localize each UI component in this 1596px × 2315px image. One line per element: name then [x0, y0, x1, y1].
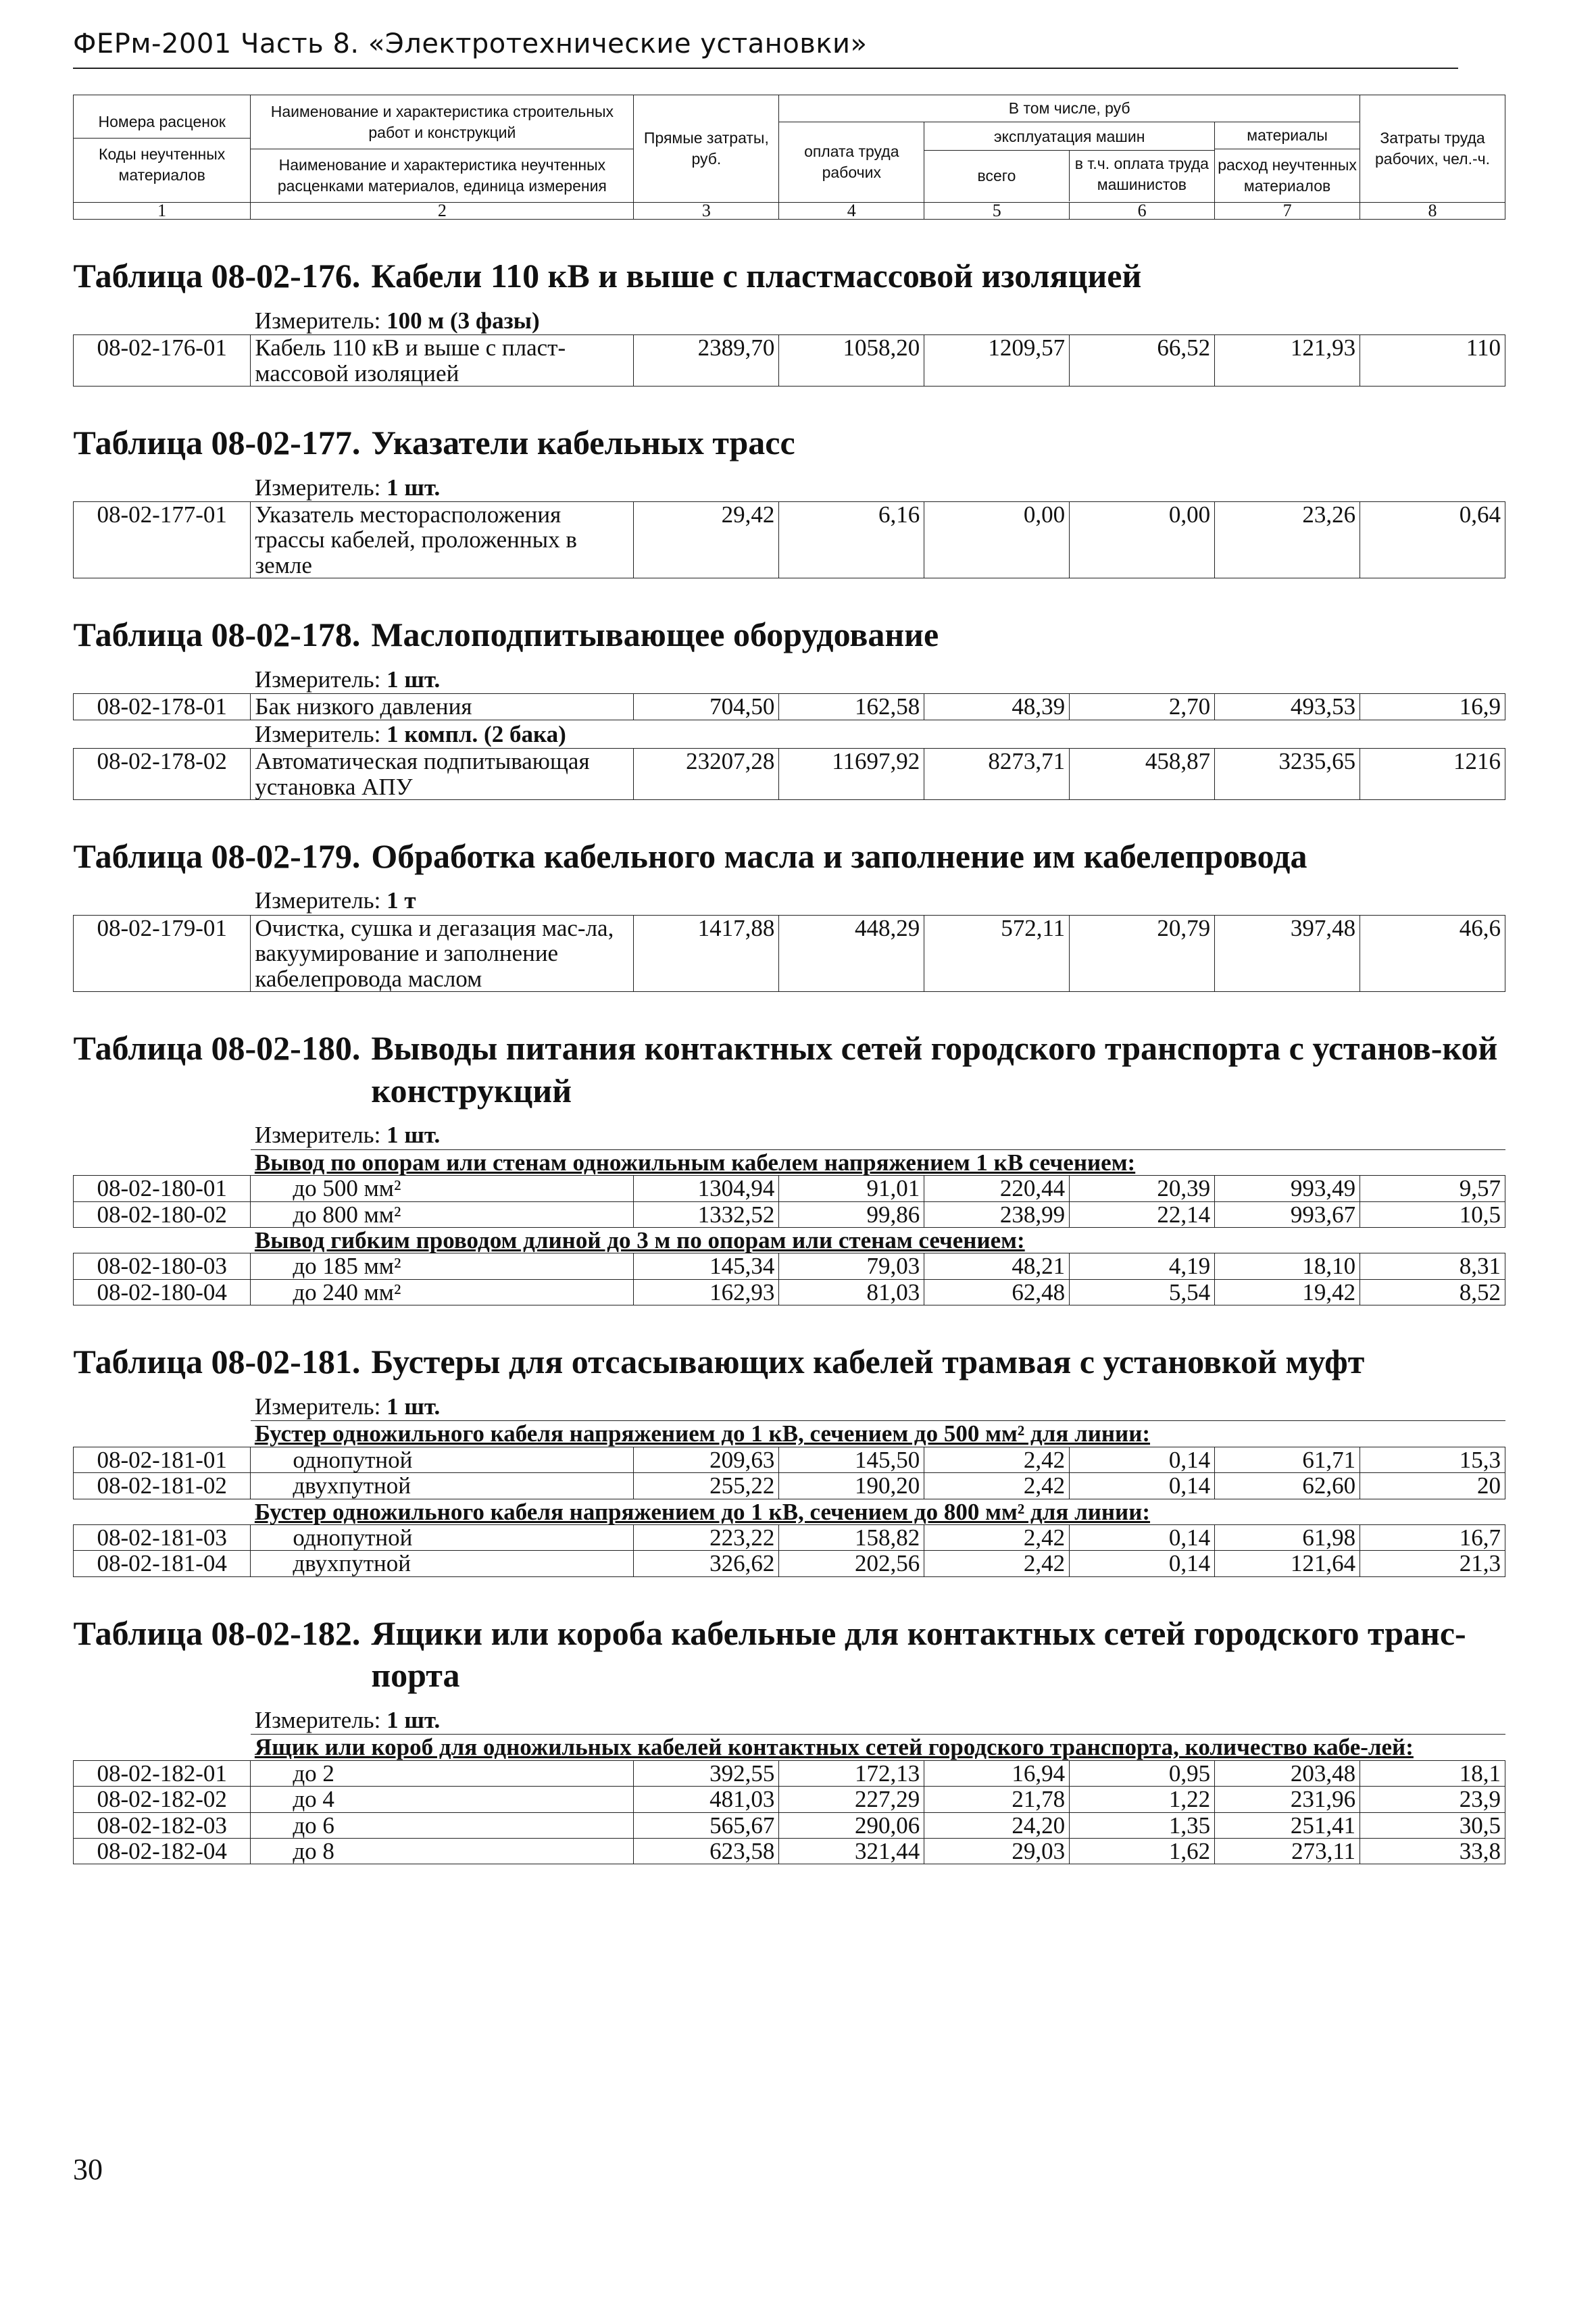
rate-name: до 4: [251, 1787, 634, 1812]
table-row: [74, 1473, 1505, 1499]
table-number: Таблица 08-02-181.: [73, 1343, 361, 1381]
rate-code: 08-02-180-04: [74, 1279, 251, 1305]
labor-hours: 16,9: [1360, 694, 1505, 720]
subheader-cell: [251, 1421, 1505, 1447]
measure-row: [74, 666, 1505, 694]
labor-cost: 91,01: [779, 1176, 924, 1201]
subheader-cell: [251, 1499, 1505, 1524]
table-title-cell: [74, 992, 1505, 1122]
col8-header: Затраты труда рабочих, чел.-ч.: [1360, 95, 1505, 203]
materials-cost: 203,48: [1215, 1760, 1360, 1786]
labor-cost: 79,03: [779, 1253, 924, 1279]
table-title: [74, 614, 1501, 656]
table-number: Таблица 08-02-178.: [73, 616, 361, 654]
labor-hours: 9,57: [1360, 1176, 1505, 1201]
direct-cost: 1417,88: [634, 915, 779, 991]
subheader-spacer: [74, 1227, 251, 1253]
measure-label: Измеритель:: [254, 307, 381, 334]
rates-table-body: [74, 95, 1505, 1864]
operators-labor: 20,39: [1070, 1176, 1215, 1201]
table-title: [74, 1027, 1501, 1112]
table-row: [74, 915, 1505, 991]
rate-name: Указатель месторасположения трассы кабелей, проложенных в земле: [251, 501, 634, 578]
table-row: [74, 1176, 1505, 1201]
measure-spacer: [74, 1393, 251, 1421]
measure-row: [74, 1121, 1505, 1149]
labor-hours: 46,6: [1360, 915, 1505, 991]
labor-hours: 8,31: [1360, 1253, 1505, 1279]
operators-labor: 0,14: [1070, 1551, 1215, 1576]
rate-name: до 8: [251, 1839, 634, 1864]
materials-cost: 3235,65: [1215, 749, 1360, 800]
measure-spacer: [74, 474, 251, 502]
materials-cost: 121,93: [1215, 335, 1360, 387]
rate-code: 08-02-181-01: [74, 1447, 251, 1472]
rate-name: двухпутной: [251, 1551, 634, 1576]
labor-hours: 16,7: [1360, 1524, 1505, 1550]
measure-spacer: [74, 1706, 251, 1735]
operators-labor: 1,62: [1070, 1839, 1215, 1864]
measure-label: Измеритель:: [254, 474, 381, 501]
table-number: Таблица 08-02-177.: [73, 424, 361, 462]
machines-total: 24,20: [924, 1812, 1070, 1838]
labor-hours: 18,1: [1360, 1760, 1505, 1786]
page-number: 30: [73, 2153, 103, 2186]
labor-cost: 81,03: [779, 1279, 924, 1305]
machines-total: 2,42: [924, 1473, 1070, 1499]
col-number: 3: [634, 203, 779, 220]
rate-code: 08-02-178-02: [74, 749, 251, 800]
materials-cost: 993,49: [1215, 1176, 1360, 1201]
col-number: 1: [74, 203, 251, 220]
subheader-text: Вывод гибким проводом длиной до 3 м по опорам или стенам сечением:: [254, 1226, 1025, 1253]
table-number: Таблица 08-02-176.: [73, 257, 361, 295]
measure-label: Измеритель:: [254, 887, 381, 914]
measure-value: 1 шт.: [386, 1706, 441, 1733]
measure-cell: [251, 307, 1505, 335]
operators-labor: 1,22: [1070, 1787, 1215, 1812]
materials-cost: 62,60: [1215, 1473, 1360, 1499]
direct-cost: 29,42: [634, 501, 779, 578]
labor-cost: 1058,20: [779, 335, 924, 387]
materials-cost: 61,98: [1215, 1524, 1360, 1550]
table-title: [74, 835, 1501, 878]
measure-row: [74, 887, 1505, 915]
labor-cost: 448,29: [779, 915, 924, 991]
machines-total: 238,99: [924, 1201, 1070, 1227]
labor-cost: 202,56: [779, 1551, 924, 1576]
col-number: 7: [1215, 203, 1360, 220]
direct-cost: 2389,70: [634, 335, 779, 387]
rate-code: 08-02-182-01: [74, 1760, 251, 1786]
subheader-row: [74, 1499, 1505, 1524]
rate-code: 08-02-180-03: [74, 1253, 251, 1279]
rate-code: 08-02-180-01: [74, 1176, 251, 1201]
direct-cost: 392,55: [634, 1760, 779, 1786]
labor-cost: 99,86: [779, 1201, 924, 1227]
labor-hours: 23,9: [1360, 1787, 1505, 1812]
measure-row: [74, 474, 1505, 502]
labor-hours: 0,64: [1360, 501, 1505, 578]
labor-hours: 110: [1360, 335, 1505, 387]
subheader-row: [74, 1735, 1505, 1760]
col7-header: расход неучтенных материалов: [1218, 156, 1357, 195]
operators-labor: 4,19: [1070, 1253, 1215, 1279]
rate-code: 08-02-178-01: [74, 694, 251, 720]
machines-header: [924, 122, 1215, 203]
table-title-text: Выводы питания контактных сетей городского транспорта с установ-кой конструкций: [371, 1029, 1498, 1110]
table-row: [74, 335, 1505, 387]
materials-header: [1215, 122, 1360, 203]
subheader-text: Вывод по опорам или стенам одножильным кабелем напряжением 1 кВ сечением:: [254, 1149, 1136, 1176]
rate-name: однопутной: [251, 1524, 634, 1550]
direct-cost: 255,22: [634, 1473, 779, 1499]
direct-cost: 1332,52: [634, 1201, 779, 1227]
rate-name: Бак низкого давления: [251, 694, 634, 720]
col1-header-bottom: Коды неучтенных материалов: [99, 145, 226, 184]
rate-name: до 6: [251, 1812, 634, 1838]
col-number: 6: [1070, 203, 1215, 220]
rate-code: 08-02-180-02: [74, 1201, 251, 1227]
labor-hours: 10,5: [1360, 1201, 1505, 1227]
table-row: [74, 749, 1505, 800]
table-row: [74, 1551, 1505, 1576]
machines-total: 62,48: [924, 1279, 1070, 1305]
table-title-cell: [74, 1576, 1505, 1706]
included-header: В том числе, руб: [779, 95, 1360, 122]
table-row: [74, 1447, 1505, 1472]
rate-code: 08-02-177-01: [74, 501, 251, 578]
col-number: 2: [251, 203, 634, 220]
measure-row: [74, 1393, 1505, 1421]
table-title-text: Ящики или короба кабельные для контактных сетей городского транс-порта: [371, 1614, 1466, 1695]
table-title-row: [74, 1576, 1505, 1706]
direct-cost: 623,58: [634, 1839, 779, 1864]
subheader-spacer: [74, 1735, 251, 1760]
direct-cost: 209,63: [634, 1447, 779, 1472]
labor-cost: 11697,92: [779, 749, 924, 800]
table-title-row: [74, 387, 1505, 474]
measure-spacer: [74, 1121, 251, 1149]
col-number: 5: [924, 203, 1070, 220]
labor-hours: 30,5: [1360, 1812, 1505, 1838]
table-row: [74, 1812, 1505, 1838]
table-row: [74, 501, 1505, 578]
direct-cost: 326,62: [634, 1551, 779, 1576]
subheader-spacer: [74, 1149, 251, 1175]
rate-name: двухпутной: [251, 1473, 634, 1499]
table-title-row: [74, 1305, 1505, 1393]
col2-header-bottom: Наименование и характеристика неучтенных расценками материалов, единица измерения: [277, 155, 607, 195]
measure-value: 1 шт.: [386, 666, 441, 693]
table-title-cell: [74, 220, 1505, 307]
direct-cost: 223,22: [634, 1524, 779, 1550]
table-row: [74, 1839, 1505, 1864]
measure-value: 100 м (3 фазы): [386, 307, 540, 334]
subheader-row: [74, 1421, 1505, 1447]
table-title: [74, 1341, 1501, 1383]
labor-hours: 15,3: [1360, 1447, 1505, 1472]
machines-total: 572,11: [924, 915, 1070, 991]
machines-total: 1209,57: [924, 335, 1070, 387]
operators-labor: 1,35: [1070, 1812, 1215, 1838]
direct-cost: 704,50: [634, 694, 779, 720]
materials-cost: 993,67: [1215, 1201, 1360, 1227]
machines-total: 29,03: [924, 1839, 1070, 1864]
table-row: [74, 1787, 1505, 1812]
labor-cost: 162,58: [779, 694, 924, 720]
column-number-row: [74, 203, 1505, 220]
rate-name: однопутной: [251, 1447, 634, 1472]
subheader-cell: [251, 1735, 1505, 1760]
rate-code: 08-02-182-04: [74, 1839, 251, 1864]
materials-cost: 273,11: [1215, 1839, 1360, 1864]
table-row: [74, 694, 1505, 720]
table-title-row: [74, 799, 1505, 887]
subheader-spacer: [74, 1499, 251, 1524]
table-row: [74, 1760, 1505, 1786]
labor-cost: 172,13: [779, 1760, 924, 1786]
machines-total: 48,21: [924, 1253, 1070, 1279]
col5-header: всего: [924, 151, 1069, 201]
table-title-cell: [74, 799, 1505, 887]
rate-code: 08-02-182-02: [74, 1787, 251, 1812]
operators-labor: 2,70: [1070, 694, 1215, 720]
labor-cost: 321,44: [779, 1839, 924, 1864]
subheader-cell: [251, 1149, 1505, 1175]
col6-header: в т.ч. оплата труда машинистов: [1074, 154, 1209, 193]
subheader-text: Бустер одножильного кабеля напряжением до 1 кВ, сечением до 500 мм² для линии:: [254, 1420, 1151, 1447]
col4-header: оплата труда рабочих: [779, 122, 924, 203]
col-number: 4: [779, 203, 924, 220]
materials-cost: 231,96: [1215, 1787, 1360, 1812]
materials-cost: 23,26: [1215, 501, 1360, 578]
subheader-text: Бустер одножильного кабеля напряжением до 1 кВ, сечением до 800 мм² для линии:: [254, 1498, 1151, 1525]
subheader-cell: [251, 1227, 1505, 1253]
direct-cost: 23207,28: [634, 749, 779, 800]
table-number: Таблица 08-02-179.: [73, 837, 361, 875]
machines-total: 8273,71: [924, 749, 1070, 800]
labor-hours: 21,3: [1360, 1551, 1505, 1576]
measure-label: Измеритель:: [254, 720, 381, 747]
col1-header-top: Номера расценок: [98, 113, 226, 131]
table-title-text: Маслоподпитывающее оборудование: [371, 616, 939, 654]
operators-labor: 0,00: [1070, 501, 1215, 578]
measure-value: 1 шт.: [386, 474, 441, 501]
operators-labor: 0,14: [1070, 1524, 1215, 1550]
table-title-cell: [74, 578, 1505, 666]
measure-label: Измеритель:: [254, 666, 381, 693]
measure-cell: [251, 474, 1505, 502]
table-title: [74, 422, 1501, 464]
labor-cost: 6,16: [779, 501, 924, 578]
machines-total: 0,00: [924, 501, 1070, 578]
materials-cost: 18,10: [1215, 1253, 1360, 1279]
rate-code: 08-02-179-01: [74, 915, 251, 991]
table-title-cell: [74, 387, 1505, 474]
running-header: ФЕРм-2001 Часть 8. «Электротехнические установки»: [73, 28, 1458, 69]
direct-cost: 1304,94: [634, 1176, 779, 1201]
table-title: [74, 1612, 1501, 1697]
measure-value: 1 компл. (2 бака): [386, 720, 566, 747]
machines-total: 2,42: [924, 1447, 1070, 1472]
table-title: [74, 255, 1501, 297]
table-title-row: [74, 992, 1505, 1122]
operators-labor: 22,14: [1070, 1201, 1215, 1227]
materials-cost: 251,41: [1215, 1812, 1360, 1838]
col2-header-top: Наименование и характеристика строительных работ и конструкций: [270, 102, 614, 141]
subheader-text: Ящик или короб для одножильных кабелей контактных сетей городского транспорта, количество кабе-лей:: [254, 1734, 1414, 1761]
subheader-row: [74, 1227, 1505, 1253]
column-header-row-1: [74, 95, 1505, 122]
rate-name: Автоматическая подпитывающая установка АПУ: [251, 749, 634, 800]
materials-cost: 493,53: [1215, 694, 1360, 720]
measure-row: [74, 307, 1505, 335]
col-number: 8: [1360, 203, 1505, 220]
measure-cell: [251, 720, 1505, 748]
measure-label: Измеритель:: [254, 1393, 381, 1420]
rate-code: 08-02-181-04: [74, 1551, 251, 1576]
operators-labor: 458,87: [1070, 749, 1215, 800]
labor-hours: 33,8: [1360, 1839, 1505, 1864]
machines-total: 220,44: [924, 1176, 1070, 1201]
measure-row: [74, 720, 1505, 748]
measure-value: 1 т: [386, 887, 416, 914]
rate-name: до 240 мм²: [251, 1279, 634, 1305]
labor-cost: 158,82: [779, 1524, 924, 1550]
operators-labor: 5,54: [1070, 1279, 1215, 1305]
measure-cell: [251, 1393, 1505, 1421]
operators-labor: 20,79: [1070, 915, 1215, 991]
direct-cost: 162,93: [634, 1279, 779, 1305]
operators-labor: 66,52: [1070, 335, 1215, 387]
col2-header: [251, 95, 634, 203]
materials-cost: 19,42: [1215, 1279, 1360, 1305]
direct-cost: 565,67: [634, 1812, 779, 1838]
measure-spacer: [74, 720, 251, 748]
rate-name: до 500 мм²: [251, 1176, 634, 1201]
measure-spacer: [74, 666, 251, 694]
rate-code: 08-02-181-02: [74, 1473, 251, 1499]
labor-cost: 227,29: [779, 1787, 924, 1812]
rate-code: 08-02-176-01: [74, 335, 251, 387]
measure-cell: [251, 1706, 1505, 1735]
measure-row: [74, 1706, 1505, 1735]
rate-name: до 185 мм²: [251, 1253, 634, 1279]
machines-total: 2,42: [924, 1551, 1070, 1576]
machines-header-label: эксплуатация машин: [924, 124, 1214, 151]
table-row: [74, 1524, 1505, 1550]
machines-total: 16,94: [924, 1760, 1070, 1786]
materials-cost: 61,71: [1215, 1447, 1360, 1472]
table-row: [74, 1201, 1505, 1227]
col3-header: Прямые затраты, руб.: [634, 95, 779, 203]
rate-code: 08-02-182-03: [74, 1812, 251, 1838]
operators-labor: 0,14: [1070, 1447, 1215, 1472]
measure-spacer: [74, 887, 251, 915]
table-title-text: Обработка кабельного масла и заполнение им кабелепровода: [371, 837, 1307, 875]
operators-labor: 0,95: [1070, 1760, 1215, 1786]
machines-total: 2,42: [924, 1524, 1070, 1550]
materials-cost: 397,48: [1215, 915, 1360, 991]
measure-cell: [251, 887, 1505, 915]
table-title-row: [74, 220, 1505, 307]
rate-name: до 2: [251, 1760, 634, 1786]
machines-total: 48,39: [924, 694, 1070, 720]
direct-cost: 145,34: [634, 1253, 779, 1279]
subheader-spacer: [74, 1421, 251, 1447]
measure-spacer: [74, 307, 251, 335]
measure-label: Измеритель:: [254, 1706, 381, 1733]
table-row: [74, 1279, 1505, 1305]
labor-hours: 8,52: [1360, 1279, 1505, 1305]
rate-name: до 800 мм²: [251, 1201, 634, 1227]
labor-cost: 190,20: [779, 1473, 924, 1499]
table-number: Таблица 08-02-182.: [73, 1614, 361, 1652]
table-title-text: Кабели 110 кВ и выше с пластмассовой изоляцией: [371, 257, 1142, 295]
operators-labor: 0,14: [1070, 1473, 1215, 1499]
direct-cost: 481,03: [634, 1787, 779, 1812]
table-title-cell: [74, 1305, 1505, 1393]
rate-code: 08-02-181-03: [74, 1524, 251, 1550]
materials-header-label: материалы: [1215, 122, 1360, 149]
table-title-row: [74, 578, 1505, 666]
measure-cell: [251, 1121, 1505, 1149]
measure-value: 1 шт.: [386, 1393, 441, 1420]
rate-name: Кабель 110 кВ и выше с пласт-массовой изоляцией: [251, 335, 634, 387]
materials-cost: 121,64: [1215, 1551, 1360, 1576]
machines-total: 21,78: [924, 1787, 1070, 1812]
table-number: Таблица 08-02-180.: [73, 1029, 361, 1068]
rate-name: Очистка, сушка и дегазация мас-ла, вакуумирование и заполнение кабелепровода маслом: [251, 915, 634, 991]
measure-value: 1 шт.: [386, 1122, 441, 1149]
labor-hours: 20: [1360, 1473, 1505, 1499]
labor-hours: 1216: [1360, 749, 1505, 800]
table-title-text: Указатели кабельных трасс: [371, 424, 795, 462]
measure-cell: [251, 666, 1505, 694]
col1-header: [74, 95, 251, 203]
table-title-text: Бустеры для отсасывающих кабелей трамвая с установкой муфт: [371, 1343, 1365, 1381]
labor-cost: 290,06: [779, 1812, 924, 1838]
table-row: [74, 1253, 1505, 1279]
labor-cost: 145,50: [779, 1447, 924, 1472]
rates-table: [73, 95, 1505, 1864]
subheader-row: [74, 1149, 1505, 1175]
measure-label: Измеритель:: [254, 1122, 381, 1149]
